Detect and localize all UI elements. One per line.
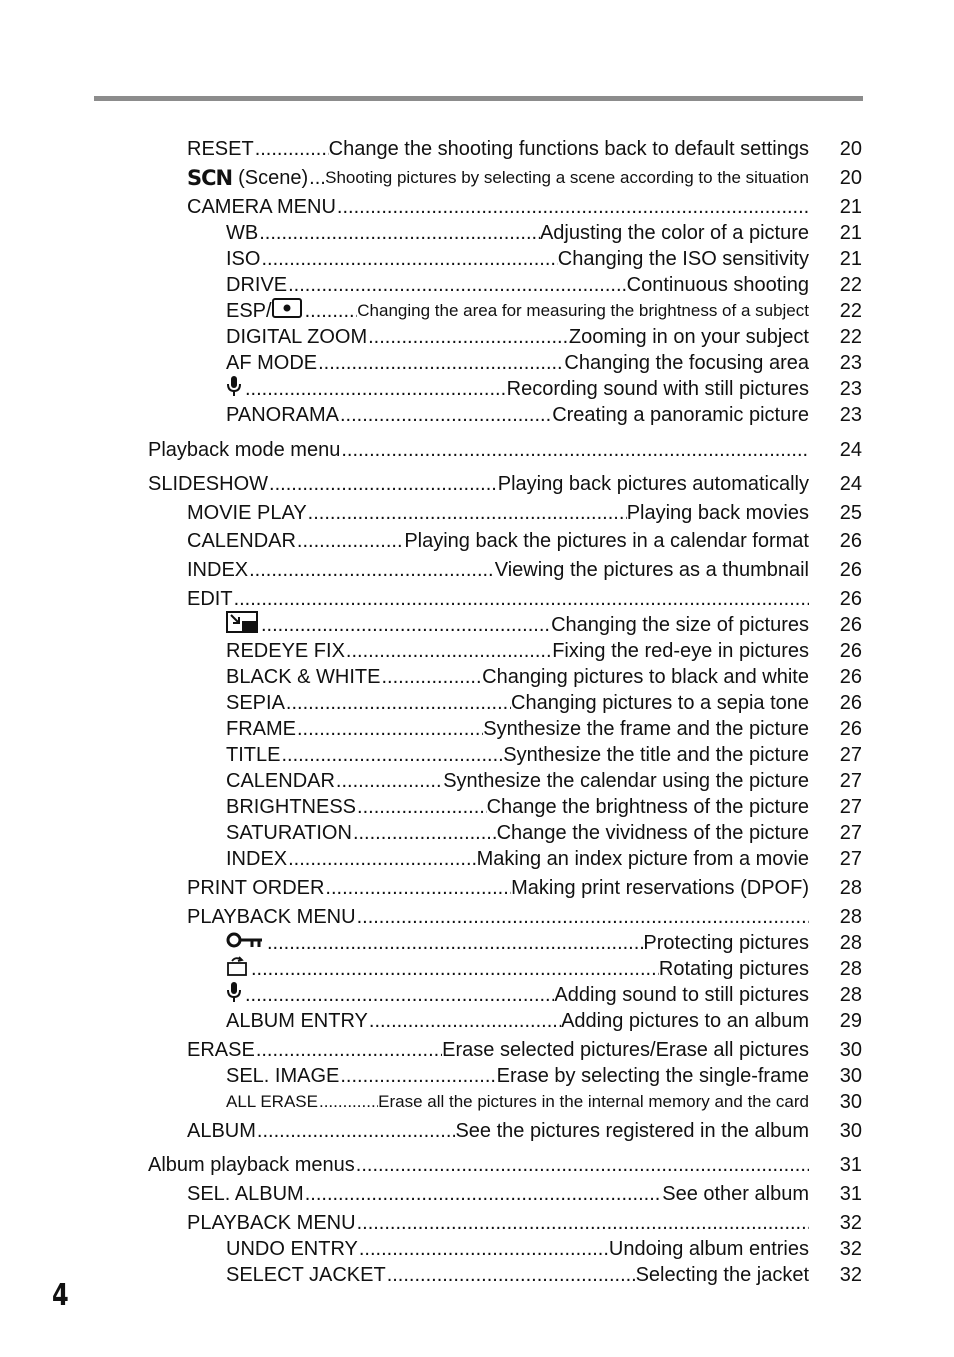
toc-entry-label xyxy=(187,876,324,900)
toc-entry-label xyxy=(226,351,317,375)
toc-entry-label-text: SEL. ALBUM xyxy=(187,1183,304,1205)
dot-leader xyxy=(260,613,551,637)
toc-entry-label-text: SATURATION xyxy=(226,822,352,844)
toc-entry-page: 26 xyxy=(839,692,862,714)
toc-entry-description: Rotating pictures xyxy=(658,958,809,980)
toc-entry-label-text: INDEX xyxy=(187,559,249,581)
microphone-icon xyxy=(226,375,242,403)
toc-entry-label xyxy=(226,847,287,871)
toc-entry-page: 28 xyxy=(839,958,862,980)
toc-entry-description: Playing back the pictures in a calendar format xyxy=(404,530,809,552)
toc-entry-label xyxy=(226,821,352,845)
toc-entry-page: 20 xyxy=(839,138,862,160)
toc-entry[interactable] xyxy=(187,195,809,219)
toc-entry-page: 27 xyxy=(839,744,862,766)
dot-leader xyxy=(304,1182,663,1206)
toc-entry-page: 27 xyxy=(839,796,862,818)
toc-entry-label-text: SLIDESHOW xyxy=(148,473,269,495)
toc-entry[interactable] xyxy=(226,743,809,767)
dot-leader xyxy=(367,325,569,349)
dot-leader xyxy=(358,1237,609,1261)
toc-entry-page: 31 xyxy=(839,1154,862,1176)
dot-leader xyxy=(296,529,404,553)
toc-entry-label xyxy=(226,691,285,715)
dot-leader xyxy=(256,1119,456,1143)
dot-leader xyxy=(285,691,511,715)
dot-leader xyxy=(356,1211,809,1235)
toc-entry-page: 23 xyxy=(839,404,862,426)
toc-entry-page: 29 xyxy=(839,1010,862,1032)
toc-entry-page: 28 xyxy=(839,877,862,899)
toc-entry-label-text: TITLE xyxy=(226,744,281,766)
toc-entry[interactable] xyxy=(226,769,809,793)
toc-entry-page: 32 xyxy=(839,1264,862,1286)
toc-entry-description: Viewing the pictures as a thumbnail xyxy=(494,559,809,581)
dot-leader xyxy=(244,983,554,1007)
toc-entry[interactable] xyxy=(226,351,809,375)
toc-entry-label-text: REDEYE FIX xyxy=(226,640,345,662)
toc-entry-description: Change the brightness of the picture xyxy=(486,796,809,818)
toc-entry[interactable] xyxy=(226,717,809,741)
toc-entry-description: Zooming in on your subject xyxy=(568,326,809,348)
toc-entry-label xyxy=(187,558,248,582)
dot-leader xyxy=(244,377,507,401)
toc-entry-label xyxy=(187,905,356,929)
dot-leader xyxy=(268,472,498,496)
toc-entry[interactable] xyxy=(187,501,809,525)
toc-entry-page: 26 xyxy=(839,588,862,610)
toc-entry-description: Erase selected pictures/Erase all pictures xyxy=(442,1039,809,1061)
toc-entry-label xyxy=(187,1038,255,1062)
toc-entry[interactable] xyxy=(226,1237,809,1261)
toc-entry[interactable] xyxy=(226,613,809,637)
toc-entry-label xyxy=(187,137,254,161)
toc-entry-description: Recording sound with still pictures xyxy=(506,378,809,400)
dot-leader xyxy=(324,876,511,900)
toc-entry-page: 20 xyxy=(839,167,862,189)
toc-entry[interactable] xyxy=(226,639,809,663)
toc-entry[interactable] xyxy=(226,1090,809,1114)
toc-entry[interactable] xyxy=(187,1038,809,1062)
toc-entry-description: Erase all the pictures in the internal memory and the card xyxy=(378,1092,809,1111)
toc-entry-label-text: DRIVE xyxy=(226,274,288,296)
toc-entry-label-text: INDEX xyxy=(226,848,288,870)
toc-entry-label-text: (Scene) xyxy=(238,167,309,189)
toc-entry-page: 28 xyxy=(839,932,862,954)
toc-entry-page: 21 xyxy=(839,248,862,270)
toc-entry[interactable] xyxy=(187,137,809,161)
toc-entry[interactable] xyxy=(226,691,809,715)
dot-leader xyxy=(352,821,497,845)
toc-entry-label xyxy=(187,1182,304,1206)
toc-entry[interactable] xyxy=(187,1119,809,1143)
toc-entry-label xyxy=(226,1237,358,1261)
toc-entry-label-text: PLAYBACK MENU xyxy=(187,906,356,928)
toc-entry[interactable] xyxy=(226,821,809,845)
dot-leader xyxy=(356,795,487,819)
toc-entry-label-text: ISO xyxy=(226,248,261,270)
toc-entry-label-text: Playback mode menu xyxy=(148,439,341,461)
toc-entry-page: 27 xyxy=(839,822,862,844)
toc-entry-label xyxy=(226,981,244,1009)
dot-leader xyxy=(233,587,809,611)
dot-leader xyxy=(296,717,483,741)
toc-entry-label xyxy=(226,611,260,639)
toc-entry-label xyxy=(226,769,335,793)
toc-entry-page: 31 xyxy=(839,1183,862,1205)
toc-entry-label-text: WB xyxy=(226,222,259,244)
toc-entry-label-text: ALBUM xyxy=(187,1120,256,1142)
toc-entry[interactable] xyxy=(148,1153,809,1177)
toc-entry-label xyxy=(226,221,258,245)
toc-entry-label-text: BLACK & WHITE xyxy=(226,666,381,688)
toc-entry[interactable] xyxy=(187,1182,809,1206)
toc-entry[interactable] xyxy=(226,377,809,401)
toc-entry-page: 30 xyxy=(839,1039,862,1061)
toc-entry-page: 21 xyxy=(839,196,862,218)
toc-entry-label-text: PANORAMA xyxy=(226,404,339,426)
toc-entry-page: 25 xyxy=(839,502,862,524)
toc-entry-label xyxy=(226,639,345,663)
dot-leader xyxy=(248,558,495,582)
scn-icon: SCN xyxy=(187,166,233,190)
toc-entry-description: Changing the ISO sensitivity xyxy=(557,248,809,270)
toc-entry-page: 32 xyxy=(839,1212,862,1234)
toc-entry[interactable] xyxy=(226,795,809,819)
toc-entry[interactable] xyxy=(187,558,809,582)
dot-leader xyxy=(318,1090,378,1114)
dot-leader xyxy=(317,351,564,375)
toc-entry[interactable] xyxy=(226,273,809,297)
toc-entry[interactable] xyxy=(148,472,809,496)
toc-entry-description: Selecting the jacket xyxy=(635,1264,809,1286)
toc-entry[interactable] xyxy=(187,166,809,190)
toc-entry-description: Playing back pictures automatically xyxy=(497,473,809,495)
toc-entry-page: 30 xyxy=(839,1065,862,1087)
toc-entry[interactable] xyxy=(226,1263,809,1287)
toc-entry-label-text: EDIT xyxy=(187,588,233,610)
toc-entry[interactable] xyxy=(226,665,809,689)
toc-entry-label xyxy=(187,1211,356,1235)
toc-entry-page: 28 xyxy=(839,906,862,928)
toc-entry-description: Synthesize the calendar using the picture xyxy=(443,770,809,792)
toc-entry-label xyxy=(226,1064,339,1088)
toc-entry-description: Changing pictures to a sepia tone xyxy=(511,692,809,714)
toc-entry-label-text: Album playback menus xyxy=(148,1154,355,1176)
toc-entry[interactable] xyxy=(226,403,809,427)
toc-entry-label xyxy=(187,529,296,553)
toc-entry-description: Changing pictures to black and white xyxy=(482,666,809,688)
dot-leader xyxy=(356,905,809,929)
dot-leader xyxy=(339,1064,496,1088)
toc-entry-label xyxy=(187,501,307,525)
toc-entry[interactable] xyxy=(226,931,809,955)
toc-entry[interactable] xyxy=(226,1064,809,1088)
spot-metering-icon xyxy=(272,298,302,324)
rotate-icon xyxy=(226,955,248,983)
toc-entry-label-text: ERASE xyxy=(187,1039,255,1061)
toc-entry-description: Making print reservations (DPOF) xyxy=(511,877,809,899)
toc-entry[interactable] xyxy=(187,529,809,553)
toc-entry-page: 24 xyxy=(839,439,862,461)
toc-entry-label xyxy=(226,1009,368,1033)
toc-entry-description: Undoing album entries xyxy=(608,1238,809,1260)
toc-entry-label-text: ESP/ xyxy=(226,300,272,322)
toc-entry-label xyxy=(148,472,268,496)
toc-entry-page: 23 xyxy=(839,378,862,400)
toc-entry-description: Adding sound to still pictures xyxy=(554,984,809,1006)
toc-entry-label-text: MOVIE PLAY xyxy=(187,502,307,524)
toc-entry-label xyxy=(226,273,287,297)
toc-entry-page: 22 xyxy=(839,274,862,296)
toc-entry-description: Change the vividness of the picture xyxy=(496,822,809,844)
dot-leader xyxy=(368,1009,561,1033)
toc-entry[interactable] xyxy=(226,1009,809,1033)
dot-leader xyxy=(266,931,643,955)
toc-entry-description: Synthesize the title and the picture xyxy=(503,744,809,766)
toc-entry-page: 27 xyxy=(839,770,862,792)
toc-entry-description: Adding pictures to an album xyxy=(561,1010,809,1032)
toc-entry-label-text: ALL ERASE xyxy=(226,1092,318,1111)
protect-key-icon xyxy=(226,931,264,955)
toc-entry-label xyxy=(187,195,336,219)
toc-entry-label xyxy=(226,298,304,324)
toc-entry[interactable] xyxy=(187,1211,809,1235)
toc-entry-description: Playing back movies xyxy=(626,502,809,524)
dot-leader xyxy=(355,1153,809,1177)
toc-entry-label xyxy=(226,375,244,403)
toc-entry-page: 26 xyxy=(839,530,862,552)
dot-leader xyxy=(255,1038,442,1062)
microphone-icon xyxy=(226,981,242,1009)
toc-entry-label-text: DIGITAL ZOOM xyxy=(226,326,368,348)
toc-entry-description: Protecting pictures xyxy=(643,932,809,954)
toc-entry-page: 26 xyxy=(839,614,862,636)
toc-entry-label xyxy=(187,1119,256,1143)
toc-entry-page: 22 xyxy=(839,326,862,348)
toc-entry-label-text: ALBUM ENTRY xyxy=(226,1010,368,1032)
toc-entry-label xyxy=(226,403,339,427)
toc-entry-label xyxy=(226,717,296,741)
toc-entry-description: Erase by selecting the single-frame xyxy=(496,1065,809,1087)
toc-entry-description: Adjusting the color of a picture xyxy=(539,222,809,244)
toc-entry-label-text: AF MODE xyxy=(226,352,318,374)
dot-leader xyxy=(307,501,627,525)
toc-entry-label xyxy=(226,743,280,767)
toc-entry-description: Continuous shooting xyxy=(626,274,809,296)
toc-entry-label-text: SELECT JACKET xyxy=(226,1264,386,1286)
toc-entry-label-text: UNDO ENTRY xyxy=(226,1238,358,1260)
toc-entry-page: 23 xyxy=(839,352,862,374)
toc-entry[interactable] xyxy=(187,905,809,929)
toc-entry-page: 30 xyxy=(839,1120,862,1142)
toc-entry-page: 26 xyxy=(839,666,862,688)
dot-leader xyxy=(345,639,552,663)
dot-leader xyxy=(254,137,329,161)
dot-leader xyxy=(340,438,809,462)
toc-entry-label-text: PRINT ORDER xyxy=(187,877,325,899)
toc-entry[interactable] xyxy=(226,957,809,981)
toc-entry[interactable] xyxy=(226,247,809,271)
toc-entry-page: 32 xyxy=(839,1238,862,1260)
toc-entry[interactable] xyxy=(226,983,809,1007)
toc-entry-page: 26 xyxy=(839,559,862,581)
toc-entry[interactable] xyxy=(226,325,809,349)
toc-entry-label xyxy=(226,325,367,349)
toc-entry-page: 24 xyxy=(839,473,862,495)
toc-entry-description: Synthesize the frame and the picture xyxy=(483,718,809,740)
toc-entry-label xyxy=(226,247,260,271)
dot-leader xyxy=(258,221,540,245)
toc-entry-page: 27 xyxy=(839,848,862,870)
dot-leader xyxy=(336,195,809,219)
toc-entry-description: Changing the size of pictures xyxy=(551,614,809,636)
toc-entry[interactable] xyxy=(226,847,809,871)
toc-entry-description: Change the shooting functions back to default settings xyxy=(328,138,809,160)
dot-leader xyxy=(386,1263,636,1287)
toc-entry-page: 30 xyxy=(839,1091,862,1113)
toc-entry[interactable] xyxy=(187,587,809,611)
toc-entry-description: See the pictures registered in the album xyxy=(455,1120,809,1142)
toc-entry-description: Fixing the red-eye in pictures xyxy=(552,640,809,662)
toc-entry-label xyxy=(226,931,266,955)
toc-entry-label xyxy=(226,955,250,983)
toc-entry-description: Changing the focusing area xyxy=(564,352,809,374)
dot-leader xyxy=(250,957,659,981)
toc-entry-label-text: SEPIA xyxy=(226,692,285,714)
toc-entry-label-text: PLAYBACK MENU xyxy=(187,1212,356,1234)
toc-entry-label-text: SEL. IMAGE xyxy=(226,1065,340,1087)
toc-entry-label-text: CALENDAR xyxy=(226,770,335,792)
toc-entry-page: 28 xyxy=(839,984,862,1006)
toc-entry-label xyxy=(226,665,380,689)
toc-entry-label xyxy=(148,438,340,462)
toc-entry-page: 22 xyxy=(839,300,862,322)
toc-entry-label-text: RESET xyxy=(187,138,254,160)
toc-entry[interactable] xyxy=(226,221,809,245)
toc-entry-description: Making an index picture from a movie xyxy=(476,848,809,870)
toc-entry-description: See other album xyxy=(662,1183,809,1205)
toc-entry-label xyxy=(226,795,356,819)
toc-entry-page: 26 xyxy=(839,640,862,662)
dot-leader xyxy=(304,299,358,323)
toc-entry-label xyxy=(226,1090,318,1114)
resize-icon xyxy=(226,611,258,639)
dot-leader xyxy=(335,769,443,793)
dot-leader xyxy=(287,847,477,871)
toc-entry-label-text: FRAME xyxy=(226,718,296,740)
toc-entry-description: Changing the area for measuring the brightness of a subject xyxy=(357,301,809,320)
page-number: 4 xyxy=(52,1278,69,1313)
dot-leader xyxy=(260,247,557,271)
dot-leader xyxy=(280,743,503,767)
toc-entry-description: Shooting pictures by selecting a scene according to the situation xyxy=(325,168,809,187)
dot-leader xyxy=(380,665,482,689)
toc-entry-label xyxy=(187,166,308,190)
toc-entry-label-text: CALENDAR xyxy=(187,530,296,552)
toc-entry-description: Creating a panoramic picture xyxy=(552,404,809,426)
toc-entry-label-text: CAMERA MENU xyxy=(187,196,336,218)
dot-leader xyxy=(339,403,552,427)
toc-entry[interactable] xyxy=(148,438,809,462)
toc-entry-label xyxy=(226,1263,386,1287)
toc-entry-page: 26 xyxy=(839,718,862,740)
toc-entry[interactable] xyxy=(226,299,809,323)
toc-entry-label xyxy=(187,587,233,611)
toc-entry-page: 21 xyxy=(839,222,862,244)
toc-entry[interactable] xyxy=(187,876,809,900)
toc-entry-label-text: BRIGHTNESS xyxy=(226,796,357,818)
dot-leader xyxy=(287,273,627,297)
dot-leader xyxy=(308,166,325,190)
toc-entry-label xyxy=(148,1153,355,1177)
